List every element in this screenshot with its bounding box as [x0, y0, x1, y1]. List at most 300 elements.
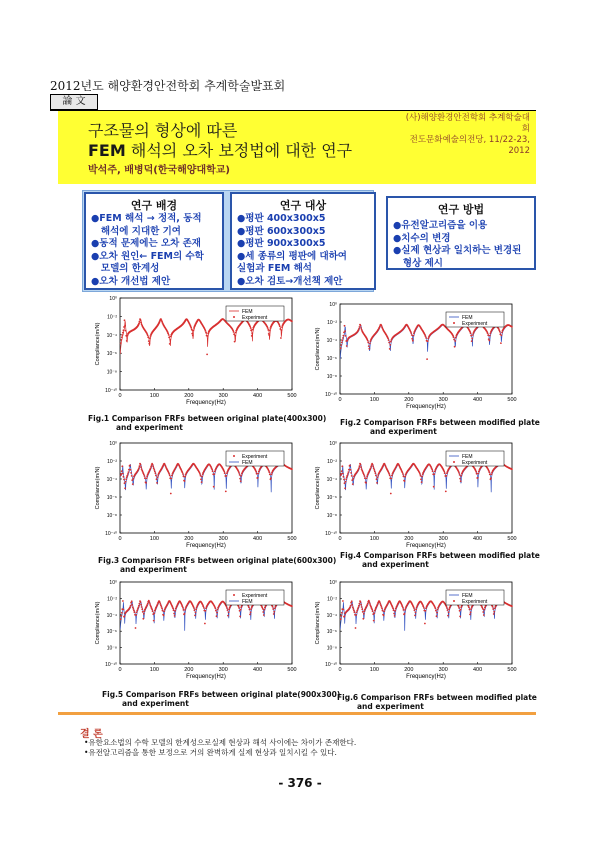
experiment-point: [362, 618, 364, 620]
experiment-point: [147, 335, 149, 337]
experiment-point: [145, 482, 147, 484]
section-heading-background: 연구 배경: [130, 199, 178, 212]
experiment-point: [141, 606, 143, 608]
experiment-point: [493, 611, 495, 613]
y-tick-label: 10⁻⁴: [106, 477, 117, 483]
experiment-point: [217, 609, 219, 611]
experiment-point: [372, 466, 374, 468]
x-tick-label: 500: [287, 667, 297, 673]
experiment-point: [146, 477, 148, 479]
experiment-point: [363, 613, 365, 615]
conference-title: 2012년도 해양환경안전학회 추계학술발표회: [50, 79, 286, 93]
experiment-point: [499, 331, 501, 333]
experiment-point: [181, 472, 183, 474]
experiment-point: [291, 468, 293, 470]
experiment-point: [368, 348, 370, 350]
experiment-point: [250, 329, 252, 331]
experiment-point: [262, 608, 264, 610]
experiment-point: [425, 335, 427, 337]
experiment-point: [239, 478, 241, 480]
experiment-point: [381, 606, 383, 608]
y-tick-label: 10⁻⁶: [106, 495, 117, 501]
figure-2-plot: [310, 298, 520, 416]
experiment-point: [131, 600, 133, 602]
experiment-point: [140, 601, 142, 603]
title-fem: FEM: [88, 141, 126, 160]
figure-1-plot: [90, 292, 300, 412]
y-tick-label: 10⁰: [109, 580, 117, 586]
experiment-point: [351, 475, 353, 477]
experiment-point: [403, 609, 405, 611]
experiment-point: [121, 336, 123, 338]
experiment-point: [138, 323, 140, 325]
experiment-point: [470, 332, 472, 334]
experiment-point: [154, 471, 156, 473]
experiment-point: [498, 329, 500, 331]
experiment-point: [432, 470, 434, 472]
x-tick-label: 400: [473, 536, 483, 542]
experiment-point: [140, 464, 142, 466]
experiment-point: [174, 615, 176, 617]
legend-label: Experiment: [242, 454, 268, 460]
organization: [400, 113, 530, 157]
experiment-point: [123, 476, 125, 478]
experiment-point: [419, 473, 421, 475]
experiment-point: [459, 474, 461, 476]
experiment-point: [483, 609, 485, 611]
experiment-point: [121, 465, 123, 467]
experiment-point: [227, 609, 229, 611]
fig3-caption-line1: Fig.3 Comparison FRFs between original plate(600x300): [98, 556, 337, 565]
experiment-point: [126, 335, 128, 337]
experiment-point: [340, 618, 342, 620]
experiment-point: [446, 472, 448, 474]
y-tick-label: 10⁻⁶: [326, 495, 337, 501]
experiment-point: [190, 327, 192, 329]
x-axis-label: Frequency(Hz): [406, 543, 446, 549]
experiment-point: [163, 615, 165, 617]
experiment-point: [477, 477, 479, 479]
section-item: 형상 제시: [393, 257, 443, 269]
experiment-point: [150, 466, 152, 468]
experiment-point: [216, 612, 218, 614]
section-target-box: [230, 192, 376, 290]
experiment-point: [470, 335, 472, 337]
experiment-point: [420, 478, 422, 480]
experiment-point: [191, 329, 193, 331]
y-tick-label: 10⁻⁴: [326, 338, 337, 344]
legend-swatch-experiment: [453, 322, 455, 324]
experiment-point: [404, 609, 406, 611]
x-tick-label: 200: [404, 536, 414, 542]
experiment-point: [192, 335, 194, 337]
experiment-point: [128, 469, 130, 471]
experiment-point: [216, 615, 218, 617]
y-tick-label: 10⁰: [109, 296, 117, 302]
section-item: ●평판 900x300x5: [237, 238, 326, 249]
experiment-point: [238, 472, 240, 474]
experiment-point: [374, 471, 376, 473]
y-tick-label: 10⁻⁸: [106, 513, 117, 519]
experiment-point: [360, 601, 362, 603]
experiment-point: [140, 319, 142, 321]
experiment-point: [137, 607, 139, 609]
experiment-point: [271, 473, 273, 475]
experiment-point: [120, 473, 122, 475]
experiment-point: [511, 605, 513, 607]
experiment-point: [214, 471, 216, 473]
experiment-point: [261, 606, 263, 608]
x-tick-label: 400: [253, 536, 263, 542]
experiment-point: [487, 334, 489, 336]
title-rest: 해석의 오차 보정법에 대한 연구: [125, 141, 353, 160]
y-tick-label: 10⁻⁶: [326, 356, 337, 362]
experiment-point: [341, 470, 343, 472]
y-tick-label: 10⁻⁸: [106, 645, 117, 652]
experiment-point: [376, 478, 378, 480]
authors: 박석주, 배병덕(한국해양대학교): [88, 165, 231, 176]
experiment-point: [184, 613, 186, 615]
section-item: ●오차 개선법 제안: [91, 275, 171, 287]
experiment-point: [361, 606, 363, 608]
x-tick-label: 0: [338, 397, 342, 403]
experiment-point: [350, 605, 352, 607]
experiment-point: [249, 326, 251, 328]
experiment-point: [342, 337, 344, 339]
experiment-point: [226, 472, 228, 474]
experiment-point: [267, 329, 269, 331]
conclusion-text: [84, 738, 356, 758]
experiment-point: [167, 332, 169, 334]
experiment-point: [270, 477, 272, 479]
experiment-point: [139, 465, 141, 467]
experiment-point: [268, 471, 270, 473]
experiment-point: [453, 336, 455, 338]
experiment-point: [193, 607, 195, 609]
experiment-point: [142, 618, 144, 620]
y-tick-label: 10⁻⁴: [106, 332, 117, 339]
legend-swatch-experiment: [453, 600, 455, 602]
x-axis-label: Frequency(Hz): [186, 543, 226, 549]
poster-title-line1: 구조물의 형상에 따른: [88, 121, 238, 140]
fig4-caption-line1: Fig.4 Comparison FRFs between modified plate: [340, 551, 540, 560]
experiment-point: [169, 343, 171, 345]
experiment-point: [388, 473, 390, 475]
experiment-point: [200, 478, 202, 480]
experiment-point: [343, 479, 345, 481]
experiment-point: [148, 343, 150, 345]
experiment-point: [233, 333, 235, 335]
experiment-point: [349, 465, 351, 467]
experiment-point: [162, 610, 164, 612]
experiment-point: [468, 607, 470, 609]
experiment-point: [272, 608, 274, 610]
experiment-point: [458, 607, 460, 609]
experiment-point: [228, 608, 230, 610]
experiment-point: [434, 471, 436, 473]
experiment-point: [351, 604, 353, 606]
experiment-point: [147, 336, 149, 338]
y-tick-label: 10⁻¹⁰: [325, 531, 337, 537]
experiment-point: [182, 473, 184, 475]
org-line2: 전도문화예술의전당, 11/22-23, 2012: [409, 135, 530, 156]
experiment-point: [156, 478, 158, 480]
experiment-point: [343, 476, 345, 478]
y-axis-label: Compliance(m/N): [315, 601, 321, 645]
experiment-point: [383, 610, 385, 612]
experiment-point: [251, 335, 253, 337]
experiment-point: [123, 479, 125, 481]
experiment-point: [182, 607, 184, 609]
experiment-point: [390, 478, 392, 480]
x-tick-label: 100: [369, 667, 379, 673]
x-tick-label: 200: [184, 667, 194, 673]
experiment-point: [126, 475, 128, 477]
experiment-point: [173, 613, 175, 615]
experiment-point: [389, 348, 391, 350]
x-tick-label: 400: [253, 393, 263, 399]
experiment-point: [381, 608, 383, 610]
experiment-point: [348, 469, 350, 471]
experiment-point: [341, 612, 343, 614]
experiment-point: [183, 609, 185, 611]
experiment-point: [367, 342, 369, 344]
experiment-point: [394, 610, 396, 612]
experiment-point: [163, 610, 165, 612]
experiment-point: [436, 612, 438, 614]
experiment-point: [490, 477, 492, 479]
experiment-point: [274, 608, 276, 610]
experiment-point: [125, 478, 127, 480]
experiment-point: [139, 603, 141, 605]
fig2-caption-line2: and experiment: [370, 427, 437, 436]
experiment-point: [436, 615, 438, 617]
experiment-point: [168, 334, 170, 336]
experiment-point: [471, 340, 473, 342]
experiment-point: [413, 607, 415, 609]
experiment-point: [138, 605, 140, 607]
experiment-point: [404, 613, 406, 615]
experiment-point: [124, 482, 126, 484]
experiment-point: [262, 611, 264, 613]
y-tick-label: 10⁻⁶: [106, 351, 117, 358]
experiment-point: [161, 606, 163, 608]
experiment-point: [360, 604, 362, 606]
experiment-point: [144, 610, 146, 612]
experiment-point: [147, 603, 149, 605]
section-item: ●유전알고리즘을 이용: [393, 220, 488, 231]
experiment-point: [193, 327, 195, 329]
experiment-point: [148, 340, 150, 342]
experiment-point: [494, 608, 496, 610]
experiment-point: [355, 627, 357, 629]
experiment-point: [144, 475, 146, 477]
experiment-point: [273, 611, 275, 613]
experiment-point: [269, 474, 271, 476]
experiment-point: [402, 473, 404, 475]
experiment-point: [393, 613, 395, 615]
experiment-point: [343, 335, 345, 337]
experiment-point: [252, 329, 254, 331]
experiment-point: [152, 464, 154, 466]
section-list-target: [237, 213, 347, 288]
experiment-point: [170, 336, 172, 338]
experiment-point: [233, 331, 235, 333]
experiment-point: [159, 601, 161, 603]
x-tick-label: 100: [149, 667, 159, 673]
legend-swatch-experiment: [453, 461, 455, 463]
experiment-point: [482, 611, 484, 613]
experiment-point: [255, 471, 257, 473]
experiment-point: [132, 606, 134, 608]
experiment-point: [120, 618, 122, 620]
experiment-point: [126, 340, 128, 342]
experiment-point: [415, 608, 417, 610]
y-tick-label: 10⁻⁴: [326, 477, 337, 483]
experiment-point: [342, 600, 344, 602]
experiment-point: [402, 607, 404, 609]
experiment-point: [412, 340, 414, 342]
poster-title-line2: [88, 138, 352, 161]
experiment-point: [377, 476, 379, 478]
experiment-point: [123, 329, 125, 331]
experiment-point: [425, 610, 427, 612]
experiment-point: [341, 339, 343, 341]
experiment-point: [469, 614, 471, 616]
experiment-point: [120, 342, 122, 344]
section-item: 실험과 FEM 해석: [237, 263, 312, 274]
y-tick-label: 10⁻²: [107, 459, 117, 465]
experiment-point: [470, 611, 472, 613]
experiment-point: [340, 344, 342, 346]
experiment-point: [365, 482, 367, 484]
experiment-point: [375, 472, 377, 474]
section-item: 해석에 지대한 기여: [91, 225, 181, 237]
experiment-point: [472, 334, 474, 336]
experiment-point: [368, 601, 370, 603]
experiment-point: [171, 475, 173, 477]
x-tick-label: 100: [149, 393, 159, 399]
x-tick-label: 300: [438, 536, 448, 542]
experiment-point: [359, 465, 361, 467]
experiment-point: [460, 609, 462, 611]
experiment-point: [362, 611, 364, 613]
conclusion-heading: 결 론: [80, 729, 103, 740]
figure-3-caption: [98, 556, 336, 574]
experiment-point: [372, 464, 374, 466]
experiment-point: [364, 610, 366, 612]
page-number: - 376 -: [278, 776, 322, 790]
experiment-point: [138, 467, 140, 469]
experiment-point: [126, 476, 128, 478]
x-tick-label: 300: [218, 393, 228, 399]
experiment-point: [156, 482, 158, 484]
org-line1: (사)해양환경안전학회 추계학술대회: [405, 113, 530, 134]
legend-swatch-experiment: [233, 594, 235, 596]
experiment-point: [346, 340, 348, 342]
y-tick-label: 10⁻⁸: [326, 645, 337, 652]
x-tick-label: 0: [338, 667, 342, 673]
experiment-point: [249, 614, 251, 616]
experiment-point: [173, 609, 175, 611]
experiment-point: [195, 612, 197, 614]
experiment-point: [238, 607, 240, 609]
experiment-point: [291, 320, 293, 322]
experiment-point: [155, 472, 157, 474]
experiment-point: [227, 615, 229, 617]
experiment-point: [344, 325, 346, 327]
section-heading-method: 연구 방법: [437, 203, 485, 216]
experiment-point: [368, 345, 370, 347]
experiment-point: [352, 478, 354, 480]
legend-swatch-experiment: [233, 455, 235, 457]
experiment-point: [124, 615, 126, 617]
x-tick-label: 200: [404, 667, 414, 673]
y-tick-label: 10⁰: [329, 580, 337, 586]
experiment-point: [153, 612, 155, 614]
experiment-point: [344, 330, 346, 332]
experiment-point: [123, 609, 125, 611]
experiment-point: [153, 469, 155, 471]
experiment-point: [358, 605, 360, 607]
experiment-point: [133, 610, 135, 612]
experiment-point: [414, 609, 416, 611]
experiment-point: [263, 614, 265, 616]
experiment-point: [213, 486, 215, 488]
experiment-point: [343, 609, 345, 611]
experiment-point: [201, 476, 203, 478]
experiment-point: [493, 613, 495, 615]
experiment-point: [352, 483, 354, 485]
y-tick-label: 10⁻⁶: [106, 629, 117, 636]
experiment-point: [369, 603, 371, 605]
experiment-point: [195, 608, 197, 610]
experiment-point: [169, 475, 171, 477]
experiment-point: [357, 607, 359, 609]
experiment-point: [369, 343, 371, 345]
experiment-point: [360, 464, 362, 466]
experiment-point: [501, 335, 503, 337]
y-axis-label: Compliance(m/N): [315, 466, 321, 510]
experiment-point: [470, 608, 472, 610]
experiment-point: [257, 473, 259, 475]
experiment-point: [269, 329, 271, 331]
fig3-caption-line2: and experiment: [120, 565, 187, 574]
figure-1-caption: [88, 414, 326, 432]
section-item: ●동적 문제에는 오차 존재: [91, 238, 201, 249]
experiment-point: [131, 475, 133, 477]
experiment-point: [130, 469, 132, 471]
experiment-point: [500, 342, 502, 344]
experiment-point: [168, 337, 170, 339]
experiment-point: [125, 481, 127, 483]
experiment-point: [355, 614, 357, 616]
experiment-point: [228, 611, 230, 613]
experiment-point: [469, 609, 471, 611]
y-axis-label: Compliance(m/N): [95, 322, 101, 366]
section-item: ●치수의 변경: [393, 232, 451, 244]
experiment-point: [120, 339, 122, 341]
experiment-point: [482, 608, 484, 610]
experiment-point: [454, 340, 456, 342]
experiment-point: [341, 465, 343, 467]
y-tick-label: 10⁻¹⁰: [105, 388, 117, 394]
experiment-point: [492, 606, 494, 608]
experiment-point: [460, 480, 462, 482]
legend-label: Experiment: [462, 460, 488, 466]
experiment-point: [140, 604, 142, 606]
x-axis-label: Frequency(Hz): [406, 404, 446, 410]
